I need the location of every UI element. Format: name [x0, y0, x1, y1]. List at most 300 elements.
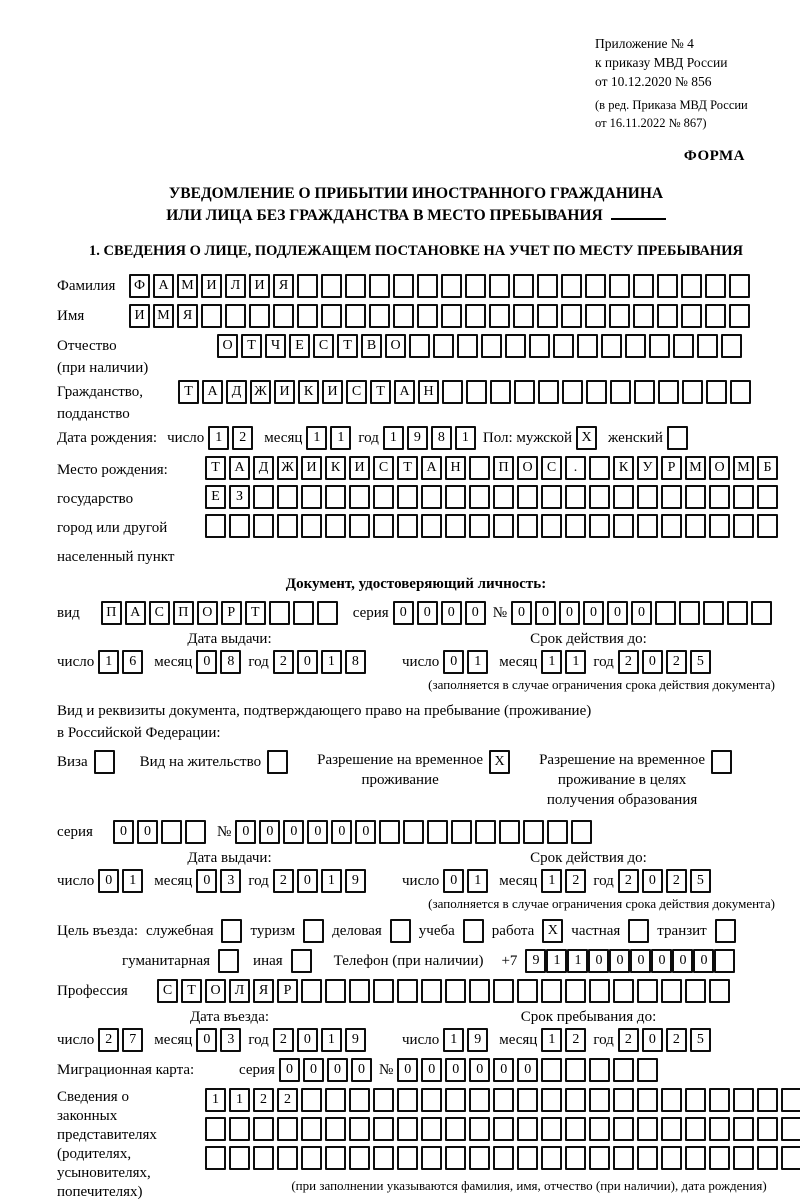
char-box[interactable] — [445, 979, 466, 1003]
char-box[interactable] — [513, 304, 534, 328]
char-box[interactable] — [730, 380, 751, 404]
char-box[interactable]: Д — [253, 456, 274, 480]
char-box[interactable]: 9 — [345, 1028, 366, 1052]
char-box[interactable] — [661, 1088, 682, 1112]
char-box[interactable]: 2 — [253, 1088, 274, 1112]
char-box[interactable]: 0 — [297, 650, 318, 674]
char-box[interactable] — [585, 304, 606, 328]
char-box[interactable] — [541, 514, 562, 538]
char-box[interactable] — [469, 514, 490, 538]
char-box[interactable]: 0 — [642, 650, 663, 674]
char-box[interactable] — [589, 1088, 610, 1112]
char-box[interactable] — [349, 1146, 370, 1170]
char-box[interactable]: 0 — [355, 820, 376, 844]
char-box[interactable] — [729, 274, 750, 298]
char-box[interactable] — [94, 750, 115, 774]
char-box[interactable] — [657, 304, 678, 328]
char-box[interactable] — [397, 514, 418, 538]
char-box[interactable] — [493, 485, 514, 509]
char-box[interactable] — [469, 1088, 490, 1112]
char-box[interactable] — [679, 601, 700, 625]
char-box[interactable] — [637, 485, 658, 509]
char-box[interactable] — [201, 304, 222, 328]
char-box[interactable]: 1 — [205, 1088, 226, 1112]
char-box[interactable]: К — [325, 456, 346, 480]
char-box[interactable]: 0 — [517, 1058, 538, 1082]
char-box[interactable] — [757, 1146, 778, 1170]
char-box[interactable] — [613, 1146, 634, 1170]
char-box[interactable]: 9 — [345, 869, 366, 893]
char-box[interactable] — [517, 1117, 538, 1141]
char-box[interactable]: 0 — [417, 601, 438, 625]
char-box[interactable] — [547, 820, 568, 844]
char-box[interactable]: 5 — [690, 869, 711, 893]
char-box[interactable] — [249, 304, 270, 328]
char-box[interactable] — [681, 304, 702, 328]
char-box[interactable] — [709, 1088, 730, 1112]
char-box[interactable]: 2 — [273, 1028, 294, 1052]
char-box[interactable] — [469, 1117, 490, 1141]
char-box[interactable]: 0 — [693, 949, 714, 973]
char-box[interactable]: 1 — [546, 949, 567, 973]
char-box[interactable] — [229, 514, 250, 538]
char-box[interactable] — [565, 1088, 586, 1112]
char-box[interactable]: 1 — [541, 1028, 562, 1052]
char-box[interactable] — [711, 750, 732, 774]
char-box[interactable]: С — [541, 456, 562, 480]
char-box[interactable]: 2 — [666, 869, 687, 893]
char-box[interactable] — [218, 949, 239, 973]
char-box[interactable]: 1 — [330, 426, 351, 450]
char-box[interactable]: К — [613, 456, 634, 480]
char-box[interactable] — [505, 334, 526, 358]
char-box[interactable] — [541, 1117, 562, 1141]
char-box[interactable]: 1 — [306, 426, 327, 450]
char-box[interactable] — [565, 979, 586, 1003]
char-box[interactable]: 6 — [122, 650, 143, 674]
char-box[interactable]: 8 — [431, 426, 452, 450]
char-box[interactable] — [729, 304, 750, 328]
char-box[interactable] — [589, 1058, 610, 1082]
char-box[interactable] — [442, 380, 463, 404]
char-box[interactable] — [490, 380, 511, 404]
char-box[interactable] — [517, 979, 538, 1003]
char-box[interactable]: Р — [277, 979, 298, 1003]
char-box[interactable]: О — [197, 601, 218, 625]
char-box[interactable] — [463, 919, 484, 943]
char-box[interactable] — [373, 485, 394, 509]
char-box[interactable]: Т — [245, 601, 266, 625]
char-box[interactable]: О — [517, 456, 538, 480]
char-box[interactable] — [561, 274, 582, 298]
char-box[interactable]: И — [129, 304, 150, 328]
char-box[interactable] — [393, 274, 414, 298]
char-box[interactable]: 1 — [565, 650, 586, 674]
char-box[interactable] — [345, 274, 366, 298]
char-box[interactable] — [682, 380, 703, 404]
char-box[interactable]: И — [322, 380, 343, 404]
char-box[interactable] — [373, 1088, 394, 1112]
char-box[interactable] — [613, 1058, 634, 1082]
char-box[interactable] — [301, 1117, 322, 1141]
char-box[interactable] — [409, 334, 430, 358]
char-box[interactable] — [541, 485, 562, 509]
char-box[interactable] — [685, 514, 706, 538]
char-box[interactable] — [541, 979, 562, 1003]
char-box[interactable]: 0 — [303, 1058, 324, 1082]
char-box[interactable]: 0 — [397, 1058, 418, 1082]
char-box[interactable]: Б — [757, 456, 778, 480]
char-box[interactable]: 0 — [511, 601, 532, 625]
char-box[interactable]: М — [177, 274, 198, 298]
char-box[interactable]: И — [201, 274, 222, 298]
char-box[interactable] — [609, 274, 630, 298]
char-box[interactable] — [613, 1088, 634, 1112]
char-box[interactable] — [301, 514, 322, 538]
char-box[interactable]: 9 — [467, 1028, 488, 1052]
char-box[interactable]: Ж — [250, 380, 271, 404]
char-box[interactable] — [445, 485, 466, 509]
char-box[interactable]: 0 — [672, 949, 693, 973]
char-box[interactable]: О — [385, 334, 406, 358]
char-box[interactable]: С — [149, 601, 170, 625]
char-box[interactable] — [715, 919, 736, 943]
char-box[interactable] — [349, 1117, 370, 1141]
char-box[interactable]: 0 — [469, 1058, 490, 1082]
char-box[interactable] — [349, 514, 370, 538]
purpose-other-checkbox[interactable] — [291, 949, 312, 973]
char-box[interactable]: В — [361, 334, 382, 358]
char-box[interactable]: 0 — [327, 1058, 348, 1082]
char-box[interactable] — [397, 485, 418, 509]
char-box[interactable] — [541, 1146, 562, 1170]
char-box[interactable] — [269, 601, 290, 625]
char-box[interactable] — [373, 1117, 394, 1141]
char-box[interactable] — [537, 304, 558, 328]
char-box[interactable]: 2 — [273, 869, 294, 893]
char-box[interactable]: У — [637, 456, 658, 480]
char-box[interactable] — [293, 601, 314, 625]
char-box[interactable]: 0 — [445, 1058, 466, 1082]
char-box[interactable] — [291, 949, 312, 973]
char-box[interactable]: . — [565, 456, 586, 480]
char-box[interactable]: Е — [205, 485, 226, 509]
char-box[interactable]: Т — [370, 380, 391, 404]
char-box[interactable] — [451, 820, 472, 844]
char-box[interactable] — [277, 514, 298, 538]
char-box[interactable] — [267, 750, 288, 774]
char-box[interactable]: И — [249, 274, 270, 298]
char-box[interactable]: 2 — [565, 869, 586, 893]
char-box[interactable]: П — [493, 456, 514, 480]
char-box[interactable]: 7 — [122, 1028, 143, 1052]
char-box[interactable]: С — [157, 979, 178, 1003]
char-box[interactable] — [727, 601, 748, 625]
char-box[interactable] — [625, 334, 646, 358]
char-box[interactable]: 1 — [467, 869, 488, 893]
char-box[interactable] — [465, 274, 486, 298]
char-box[interactable] — [349, 979, 370, 1003]
char-box[interactable]: И — [301, 456, 322, 480]
char-box[interactable] — [571, 820, 592, 844]
char-box[interactable] — [493, 1088, 514, 1112]
char-box[interactable] — [781, 1117, 800, 1141]
char-box[interactable] — [733, 1146, 754, 1170]
char-box[interactable] — [469, 1146, 490, 1170]
char-box[interactable]: Л — [225, 274, 246, 298]
char-box[interactable] — [757, 514, 778, 538]
char-box[interactable] — [321, 274, 342, 298]
char-box[interactable]: 0 — [441, 601, 462, 625]
char-box[interactable] — [325, 1088, 346, 1112]
char-box[interactable]: 1 — [443, 1028, 464, 1052]
char-box[interactable]: А — [125, 601, 146, 625]
char-box[interactable]: М — [153, 304, 174, 328]
char-box[interactable] — [553, 334, 574, 358]
char-box[interactable] — [441, 304, 462, 328]
char-box[interactable]: Н — [418, 380, 439, 404]
char-box[interactable]: 0 — [465, 601, 486, 625]
char-box[interactable]: 1 — [98, 650, 119, 674]
char-box[interactable]: Т — [178, 380, 199, 404]
char-box[interactable] — [613, 485, 634, 509]
char-box[interactable] — [681, 274, 702, 298]
char-box[interactable]: 0 — [642, 1028, 663, 1052]
char-box[interactable] — [637, 1146, 658, 1170]
char-box[interactable]: И — [274, 380, 295, 404]
temp-residence-checkbox[interactable] — [489, 750, 513, 774]
char-box[interactable] — [709, 514, 730, 538]
char-box[interactable] — [205, 1146, 226, 1170]
char-box[interactable] — [523, 820, 544, 844]
char-box[interactable] — [373, 1146, 394, 1170]
char-box[interactable]: 0 — [297, 1028, 318, 1052]
char-box[interactable]: 0 — [279, 1058, 300, 1082]
char-box[interactable] — [301, 1146, 322, 1170]
char-box[interactable]: 1 — [541, 869, 562, 893]
char-box[interactable]: 0 — [283, 820, 304, 844]
char-box[interactable] — [661, 1117, 682, 1141]
char-box[interactable]: Ж — [277, 456, 298, 480]
char-box[interactable] — [633, 304, 654, 328]
char-box[interactable]: 1 — [122, 869, 143, 893]
char-box[interactable] — [757, 1117, 778, 1141]
char-box[interactable] — [661, 1146, 682, 1170]
char-box[interactable]: 5 — [690, 650, 711, 674]
char-box[interactable]: 1 — [467, 650, 488, 674]
char-box[interactable] — [565, 1058, 586, 1082]
char-box[interactable] — [517, 1146, 538, 1170]
char-box[interactable] — [697, 334, 718, 358]
char-box[interactable] — [397, 1146, 418, 1170]
char-box[interactable]: О — [217, 334, 238, 358]
char-box[interactable]: 0 — [642, 869, 663, 893]
char-box[interactable] — [273, 304, 294, 328]
char-box[interactable] — [661, 514, 682, 538]
char-box[interactable] — [421, 979, 442, 1003]
char-box[interactable]: 3 — [220, 1028, 241, 1052]
char-box[interactable] — [673, 334, 694, 358]
char-box[interactable] — [445, 1117, 466, 1141]
char-box[interactable] — [493, 979, 514, 1003]
char-box[interactable] — [733, 514, 754, 538]
char-box[interactable] — [321, 304, 342, 328]
char-box[interactable]: 1 — [321, 1028, 342, 1052]
char-box[interactable] — [589, 1117, 610, 1141]
char-box[interactable] — [601, 334, 622, 358]
char-box[interactable]: Я — [253, 979, 274, 1003]
char-box[interactable] — [205, 514, 226, 538]
char-box[interactable] — [685, 1088, 706, 1112]
char-box[interactable] — [757, 485, 778, 509]
char-box[interactable] — [513, 274, 534, 298]
char-box[interactable]: А — [394, 380, 415, 404]
char-box[interactable]: 0 — [443, 869, 464, 893]
char-box[interactable] — [661, 485, 682, 509]
char-box[interactable]: Т — [241, 334, 262, 358]
char-box[interactable]: 0 — [137, 820, 158, 844]
char-box[interactable] — [541, 1088, 562, 1112]
char-box[interactable] — [301, 485, 322, 509]
char-box[interactable]: 0 — [651, 949, 672, 973]
char-box[interactable] — [489, 304, 510, 328]
char-box[interactable] — [499, 820, 520, 844]
char-box[interactable] — [379, 820, 400, 844]
char-box[interactable] — [705, 304, 726, 328]
char-box[interactable]: 0 — [297, 869, 318, 893]
char-box[interactable]: М — [685, 456, 706, 480]
char-box[interactable] — [685, 1117, 706, 1141]
char-box[interactable] — [481, 334, 502, 358]
char-box[interactable]: Р — [661, 456, 682, 480]
char-box[interactable]: 2 — [618, 650, 639, 674]
char-box[interactable] — [277, 1117, 298, 1141]
char-box[interactable]: М — [733, 456, 754, 480]
char-box[interactable]: С — [373, 456, 394, 480]
char-box[interactable] — [421, 1117, 442, 1141]
char-box[interactable]: 1 — [229, 1088, 250, 1112]
char-box[interactable]: Л — [229, 979, 250, 1003]
char-box[interactable] — [325, 1146, 346, 1170]
char-box[interactable]: 2 — [98, 1028, 119, 1052]
char-box[interactable]: 5 — [690, 1028, 711, 1052]
char-box[interactable] — [397, 1117, 418, 1141]
char-box[interactable] — [565, 485, 586, 509]
char-box[interactable]: X — [576, 426, 597, 450]
char-box[interactable]: 2 — [618, 869, 639, 893]
char-box[interactable] — [421, 485, 442, 509]
char-box[interactable] — [469, 485, 490, 509]
char-box[interactable] — [445, 514, 466, 538]
char-box[interactable] — [445, 1146, 466, 1170]
char-box[interactable] — [369, 274, 390, 298]
char-box[interactable] — [475, 820, 496, 844]
char-box[interactable] — [229, 1117, 250, 1141]
char-box[interactable]: 0 — [259, 820, 280, 844]
char-box[interactable] — [277, 1146, 298, 1170]
char-box[interactable] — [421, 514, 442, 538]
purpose-official-checkbox[interactable] — [221, 919, 242, 943]
char-box[interactable]: 0 — [609, 949, 630, 973]
char-box[interactable]: 3 — [220, 869, 241, 893]
char-box[interactable] — [417, 304, 438, 328]
char-box[interactable]: 1 — [208, 426, 229, 450]
char-box[interactable] — [253, 514, 274, 538]
char-box[interactable]: К — [298, 380, 319, 404]
char-box[interactable]: X — [542, 919, 563, 943]
char-box[interactable] — [517, 1088, 538, 1112]
char-box[interactable] — [493, 1146, 514, 1170]
char-box[interactable] — [369, 304, 390, 328]
char-box[interactable]: 0 — [331, 820, 352, 844]
purpose-business-checkbox[interactable] — [390, 919, 411, 943]
char-box[interactable] — [709, 485, 730, 509]
char-box[interactable] — [417, 274, 438, 298]
char-box[interactable] — [489, 274, 510, 298]
char-box[interactable] — [721, 334, 742, 358]
char-box[interactable] — [403, 820, 424, 844]
char-box[interactable] — [703, 601, 724, 625]
char-box[interactable] — [537, 274, 558, 298]
char-box[interactable] — [427, 820, 448, 844]
char-box[interactable] — [393, 304, 414, 328]
char-box[interactable]: 0 — [98, 869, 119, 893]
visa-checkbox[interactable] — [94, 750, 118, 774]
char-box[interactable]: 0 — [196, 869, 217, 893]
char-box[interactable] — [781, 1146, 800, 1170]
char-box[interactable] — [297, 304, 318, 328]
char-box[interactable] — [229, 1146, 250, 1170]
char-box[interactable]: 1 — [541, 650, 562, 674]
char-box[interactable]: 2 — [277, 1088, 298, 1112]
char-box[interactable]: И — [349, 456, 370, 480]
char-box[interactable] — [667, 426, 688, 450]
char-box[interactable] — [613, 514, 634, 538]
char-box[interactable] — [397, 1088, 418, 1112]
char-box[interactable] — [421, 1088, 442, 1112]
char-box[interactable] — [637, 514, 658, 538]
char-box[interactable]: П — [173, 601, 194, 625]
char-box[interactable] — [373, 979, 394, 1003]
purpose-study-checkbox[interactable] — [463, 919, 484, 943]
char-box[interactable] — [205, 1117, 226, 1141]
char-box[interactable]: Я — [273, 274, 294, 298]
char-box[interactable] — [613, 979, 634, 1003]
char-box[interactable] — [577, 334, 598, 358]
char-box[interactable] — [466, 380, 487, 404]
char-box[interactable] — [561, 304, 582, 328]
char-box[interactable] — [225, 304, 246, 328]
char-box[interactable]: З — [229, 485, 250, 509]
char-box[interactable] — [297, 274, 318, 298]
char-box[interactable] — [421, 1146, 442, 1170]
char-box[interactable] — [301, 1088, 322, 1112]
char-box[interactable] — [493, 514, 514, 538]
char-box[interactable]: П — [101, 601, 122, 625]
char-box[interactable]: А — [153, 274, 174, 298]
char-box[interactable] — [610, 380, 631, 404]
char-box[interactable] — [589, 979, 610, 1003]
char-box[interactable]: X — [489, 750, 510, 774]
char-box[interactable]: Т — [181, 979, 202, 1003]
char-box[interactable] — [517, 514, 538, 538]
char-box[interactable] — [781, 1088, 800, 1112]
char-box[interactable] — [514, 380, 535, 404]
char-box[interactable] — [303, 919, 324, 943]
char-box[interactable]: С — [346, 380, 367, 404]
char-box[interactable] — [565, 1146, 586, 1170]
purpose-work-checkbox[interactable] — [542, 919, 563, 943]
